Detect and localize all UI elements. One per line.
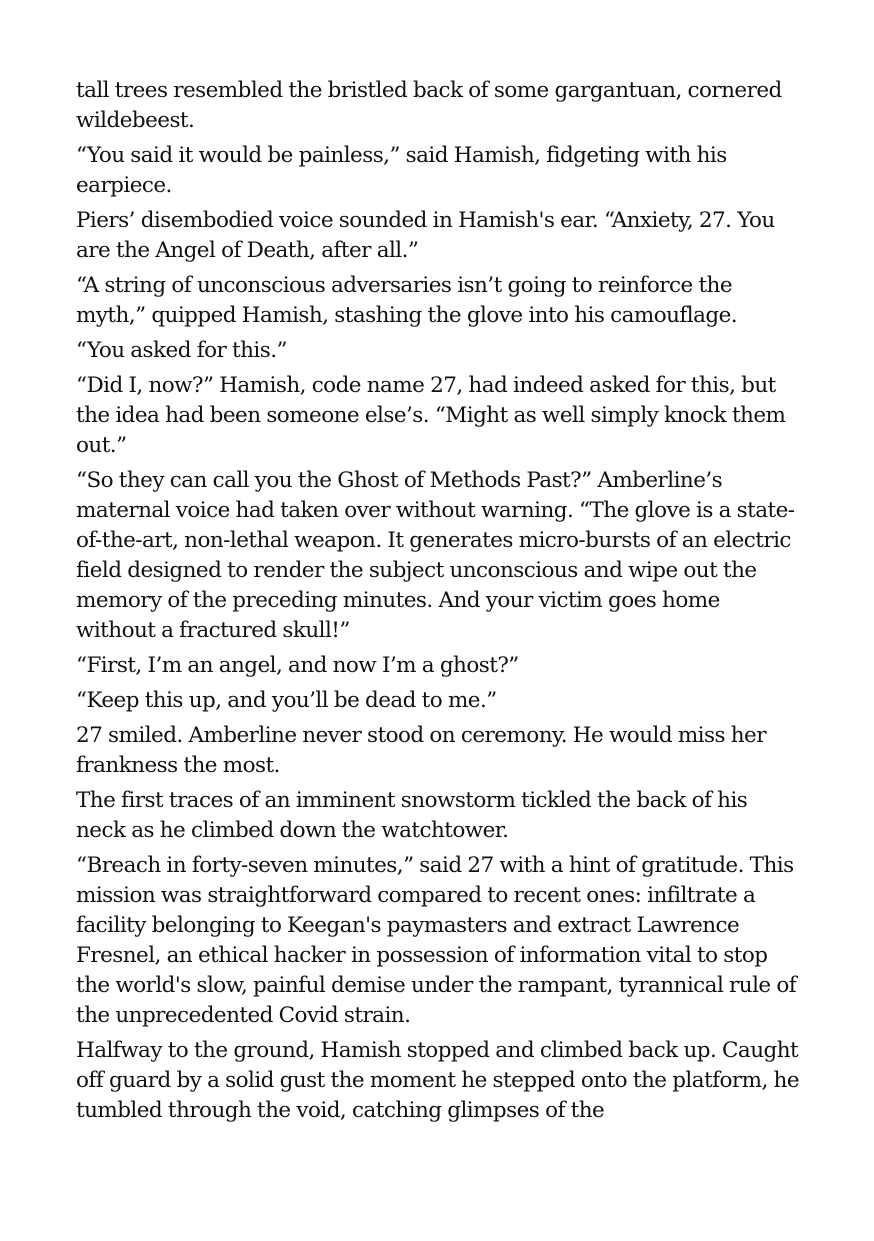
paragraph-9: “Keep this up, and you’ll be dead to me.” xyxy=(76,688,497,713)
paragraph-6: “Did I, now?” Hamish, code name 27, had indeed asked for this, but the idea had been someone else’s. “Might as well simply knock them out.” xyxy=(76,373,786,458)
paragraph-3: Piers’ disembodied voice sounded in Hamish's ear. “Anxiety, 27. You are the Angel of Death, after all.” xyxy=(76,208,775,263)
document-page xyxy=(76,76,802,1131)
paragraph-1: tall trees resembled the bristled back of some gargantuan, cornered wildebeest. xyxy=(76,78,782,133)
paragraph-5: “You asked for this.” xyxy=(76,338,287,363)
paragraph-12: “Breach in forty-seven minutes,” said 27 with a hint of gratitude. This mission was straightforward compared to recent ones: infiltrate a facility belonging to Keegan's paymasters and extract Lawrence Fresnel, an ethical hacker in possession of information vital to stop the world's slow, painful demise under the rampant, tyrannical rule of the unprecedented Covid strain. xyxy=(76,853,797,1028)
paragraph-8: “First, I’m an angel, and now I’m a ghost?” xyxy=(76,653,519,678)
paragraph-7: “So they can call you the Ghost of Methods Past?” Amberline’s maternal voice had taken over without warning. “The glove is a state-of-the-art, non-lethal weapon. It generates micro-bursts of an electric field designed to render the subject unconscious and wipe out the memory of the preceding minutes. And your victim goes home without a fractured skull!” xyxy=(76,468,795,643)
paragraph-13: Halfway to the ground, Hamish stopped and climbed back up. Caught off guard by a solid gust the moment he stepped onto the platform, he tumbled through the void, catching glimpses of the xyxy=(76,1038,800,1123)
paragraph-2: “You said it would be painless,” said Hamish, fidgeting with his earpiece. xyxy=(76,143,727,198)
paragraph-4: “A string of unconscious adversaries isn’t going to reinforce the myth,” quipped Hamish, stashing the glove into his camouflage. xyxy=(76,273,738,328)
paragraph-11: The first traces of an imminent snowstorm tickled the back of his neck as he climbed down the watchtower. xyxy=(76,788,748,843)
paragraph-10: 27 smiled. Amberline never stood on ceremony. He would miss her frankness the most. xyxy=(76,723,766,778)
